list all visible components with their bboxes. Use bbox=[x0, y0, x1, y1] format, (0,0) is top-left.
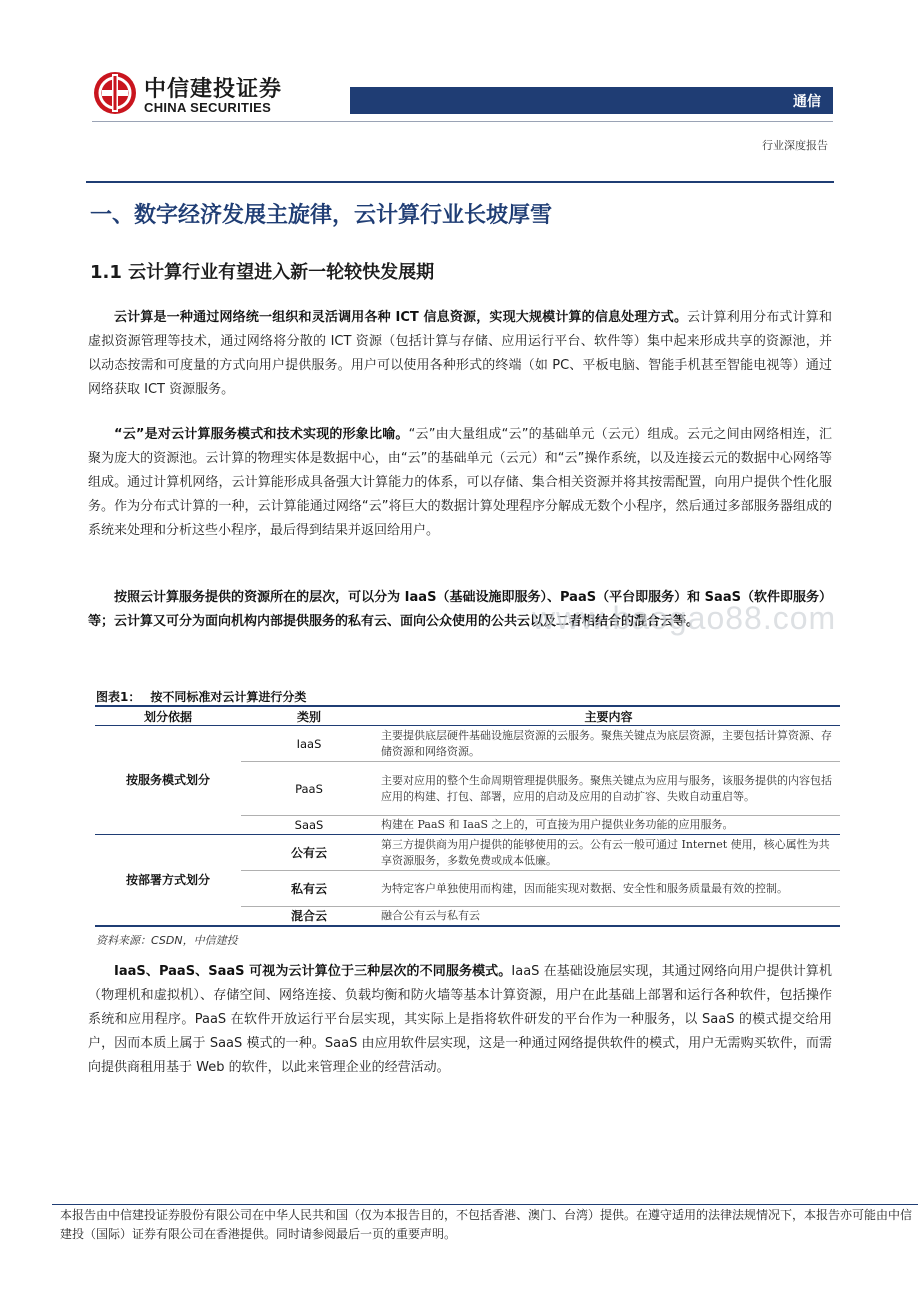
content-cell: 主要提供底层硬件基础设施层资源的云服务。聚焦关键点为底层资源，主要包括计算资源、存储资源和网络资源。 bbox=[377, 726, 840, 762]
content-cell: 融合公有云与私有云 bbox=[377, 907, 840, 927]
column-header: 类别 bbox=[241, 706, 377, 726]
figure-caption: 按不同标准对云计算进行分类 bbox=[150, 690, 307, 704]
report-type: 行业深度报告 bbox=[762, 139, 828, 152]
column-header: 划分依据 bbox=[95, 706, 241, 726]
footer-disclaimer: 本报告由中信建投证券股份有限公司在中华人民共和国（仅为本报告目的，不包括香港、澳门、台湾）提供。在遵守适用的法律法规情况下，本报告亦可能由中信建投（国际）证券有限公司在香港提供。同时请参阅最后一页的重要声明。 bbox=[60, 1208, 913, 1241]
category-cell: 公有云 bbox=[241, 835, 377, 871]
paragraph-cloud-metaphor bbox=[88, 423, 832, 543]
paragraph-lead: “云”是对云计算服务模式和技术实现的形象比喻。 bbox=[114, 427, 409, 442]
category-cell: 混合云 bbox=[241, 907, 377, 927]
figure-title bbox=[96, 688, 306, 705]
category-cell: SaaS bbox=[241, 816, 377, 835]
table-header-row bbox=[95, 706, 840, 726]
basis-cell: 按服务模式划分 bbox=[95, 726, 241, 835]
column-header: 主要内容 bbox=[377, 706, 840, 726]
figure-source: 资料来源：CSDN，中信建投 bbox=[96, 934, 238, 947]
paragraph-cloud-definition bbox=[88, 306, 832, 402]
content-cell: 为特定客户单独使用而构建，因而能实现对数据、安全性和服务质量最有效的控制。 bbox=[377, 871, 840, 907]
header-divider bbox=[92, 121, 833, 122]
logo-english-name: CHINA SECURITIES bbox=[144, 100, 272, 115]
footer-divider bbox=[52, 1204, 918, 1205]
table-row bbox=[95, 726, 840, 762]
watermark: www.baogao88.com bbox=[532, 600, 837, 636]
paragraph-lead: 按照云计算服务提供的资源所在的层次，可以分为 IaaS（基础设施即服务）、PaaS（平台即服务）和 SaaS（软件即服务）等；云计算又可分为面向机构内部提供服务的私有云、面向公众使用的公共云以及二者相结合的混合云等。 bbox=[88, 590, 832, 629]
sector-label: 通信 bbox=[793, 94, 821, 110]
content-cell: 构建在 PaaS 和 IaaS 之上的，可直接为用户提供业务功能的应用服务。 bbox=[377, 816, 840, 835]
paragraph-body: “云”由大量组成“云”的基础单元（云元）组成。云元之间由网络相连，汇聚为庞大的资源池。云计算的物理实体是数据中心，由“云”的基础单元（云元）和“云”操作系统，以及连接云元的数据中心网络等组成。通过计算机网络，云计算能形成具备强大计算能力的体系，可以存储、集合相关资源并将其按需配置，向用户提供个性化服务。作为分布式计算的一种，云计算能通过网络“云”将巨大的数据计算处理程序分解成无数个小程序，然后通过多部服务器组成的系统来处理和分析这些小程序，最后得到结果并返回给用户。 bbox=[88, 427, 832, 538]
sector-banner bbox=[350, 87, 833, 114]
basis-cell: 按部署方式划分 bbox=[95, 835, 241, 927]
paragraph-body: IaaS 在基础设施层实现，其通过网络向用户提供计算机（物理机和虚拟机）、存储空间、网络连接、负载均衡和防火墙等基本计算资源，用户在此基础上部署和运行各种软件，包括操作系统和应用程序。PaaS 在软件开放运行平台层实现，其实际上是指将软件研发的平台作为一种服务，以 SaaS 的模式提交给用户，因而本质上属于 SaaS 模式的一种。SaaS 由应用软件层实现，这是一种通过网络提供软件的模式，用户无需购买软件，而需向提供商租用基于 Web 的软件，以此来管理企业的经营活动。 bbox=[88, 964, 832, 1075]
company-logo bbox=[92, 70, 292, 120]
logo-chinese-name: 中信建投证券 bbox=[144, 77, 283, 102]
section-rule bbox=[86, 181, 834, 183]
table-row bbox=[95, 835, 840, 871]
subsection-heading: 1.1 云计算行业有望进入新一轮较快发展期 bbox=[90, 262, 435, 283]
classification-table bbox=[95, 705, 840, 927]
paragraph-lead: IaaS、PaaS、SaaS 可视为云计算位于三种层次的不同服务模式。 bbox=[114, 964, 512, 979]
category-cell: 私有云 bbox=[241, 871, 377, 907]
paragraph-lead: 云计算是一种通过网络统一组织和灵活调用各种 ICT 信息资源，实现大规模计算的信息处理方式。 bbox=[114, 310, 688, 325]
content-cell: 第三方提供商为用户提供的能够使用的云。公有云一般可通过 Internet 使用，核心属性为共享资源服务，多数免费或成本低廉。 bbox=[377, 835, 840, 871]
paragraph-service-models bbox=[88, 960, 832, 1080]
category-cell: PaaS bbox=[241, 762, 377, 816]
category-cell: IaaS bbox=[241, 726, 377, 762]
china-securities-logo-icon bbox=[92, 70, 138, 116]
figure-label: 图表1： bbox=[96, 690, 141, 704]
content-cell: 主要对应用的整个生命周期管理提供服务。聚焦关键点为应用与服务，该服务提供的内容包括应用的构建、打包、部署，应用的启动及应用的自动扩容、失败自动重启等。 bbox=[377, 762, 840, 816]
paragraph-body: 云计算利用分布式计算和虚拟资源管理等技术，通过网络将分散的 ICT 资源（包括计算与存储、应用运行平台、软件等）集中起来形成共享的资源池，并以动态按需和可度量的方式向用户提供服务。用户可以使用各种形式的终端（如 PC、平板电脑、智能手机甚至智能电视等）通过网络获取 ICT 资源服务。 bbox=[88, 310, 832, 397]
section-heading: 一、数字经济发展主旋律，云计算行业长坡厚雪 bbox=[90, 203, 553, 228]
